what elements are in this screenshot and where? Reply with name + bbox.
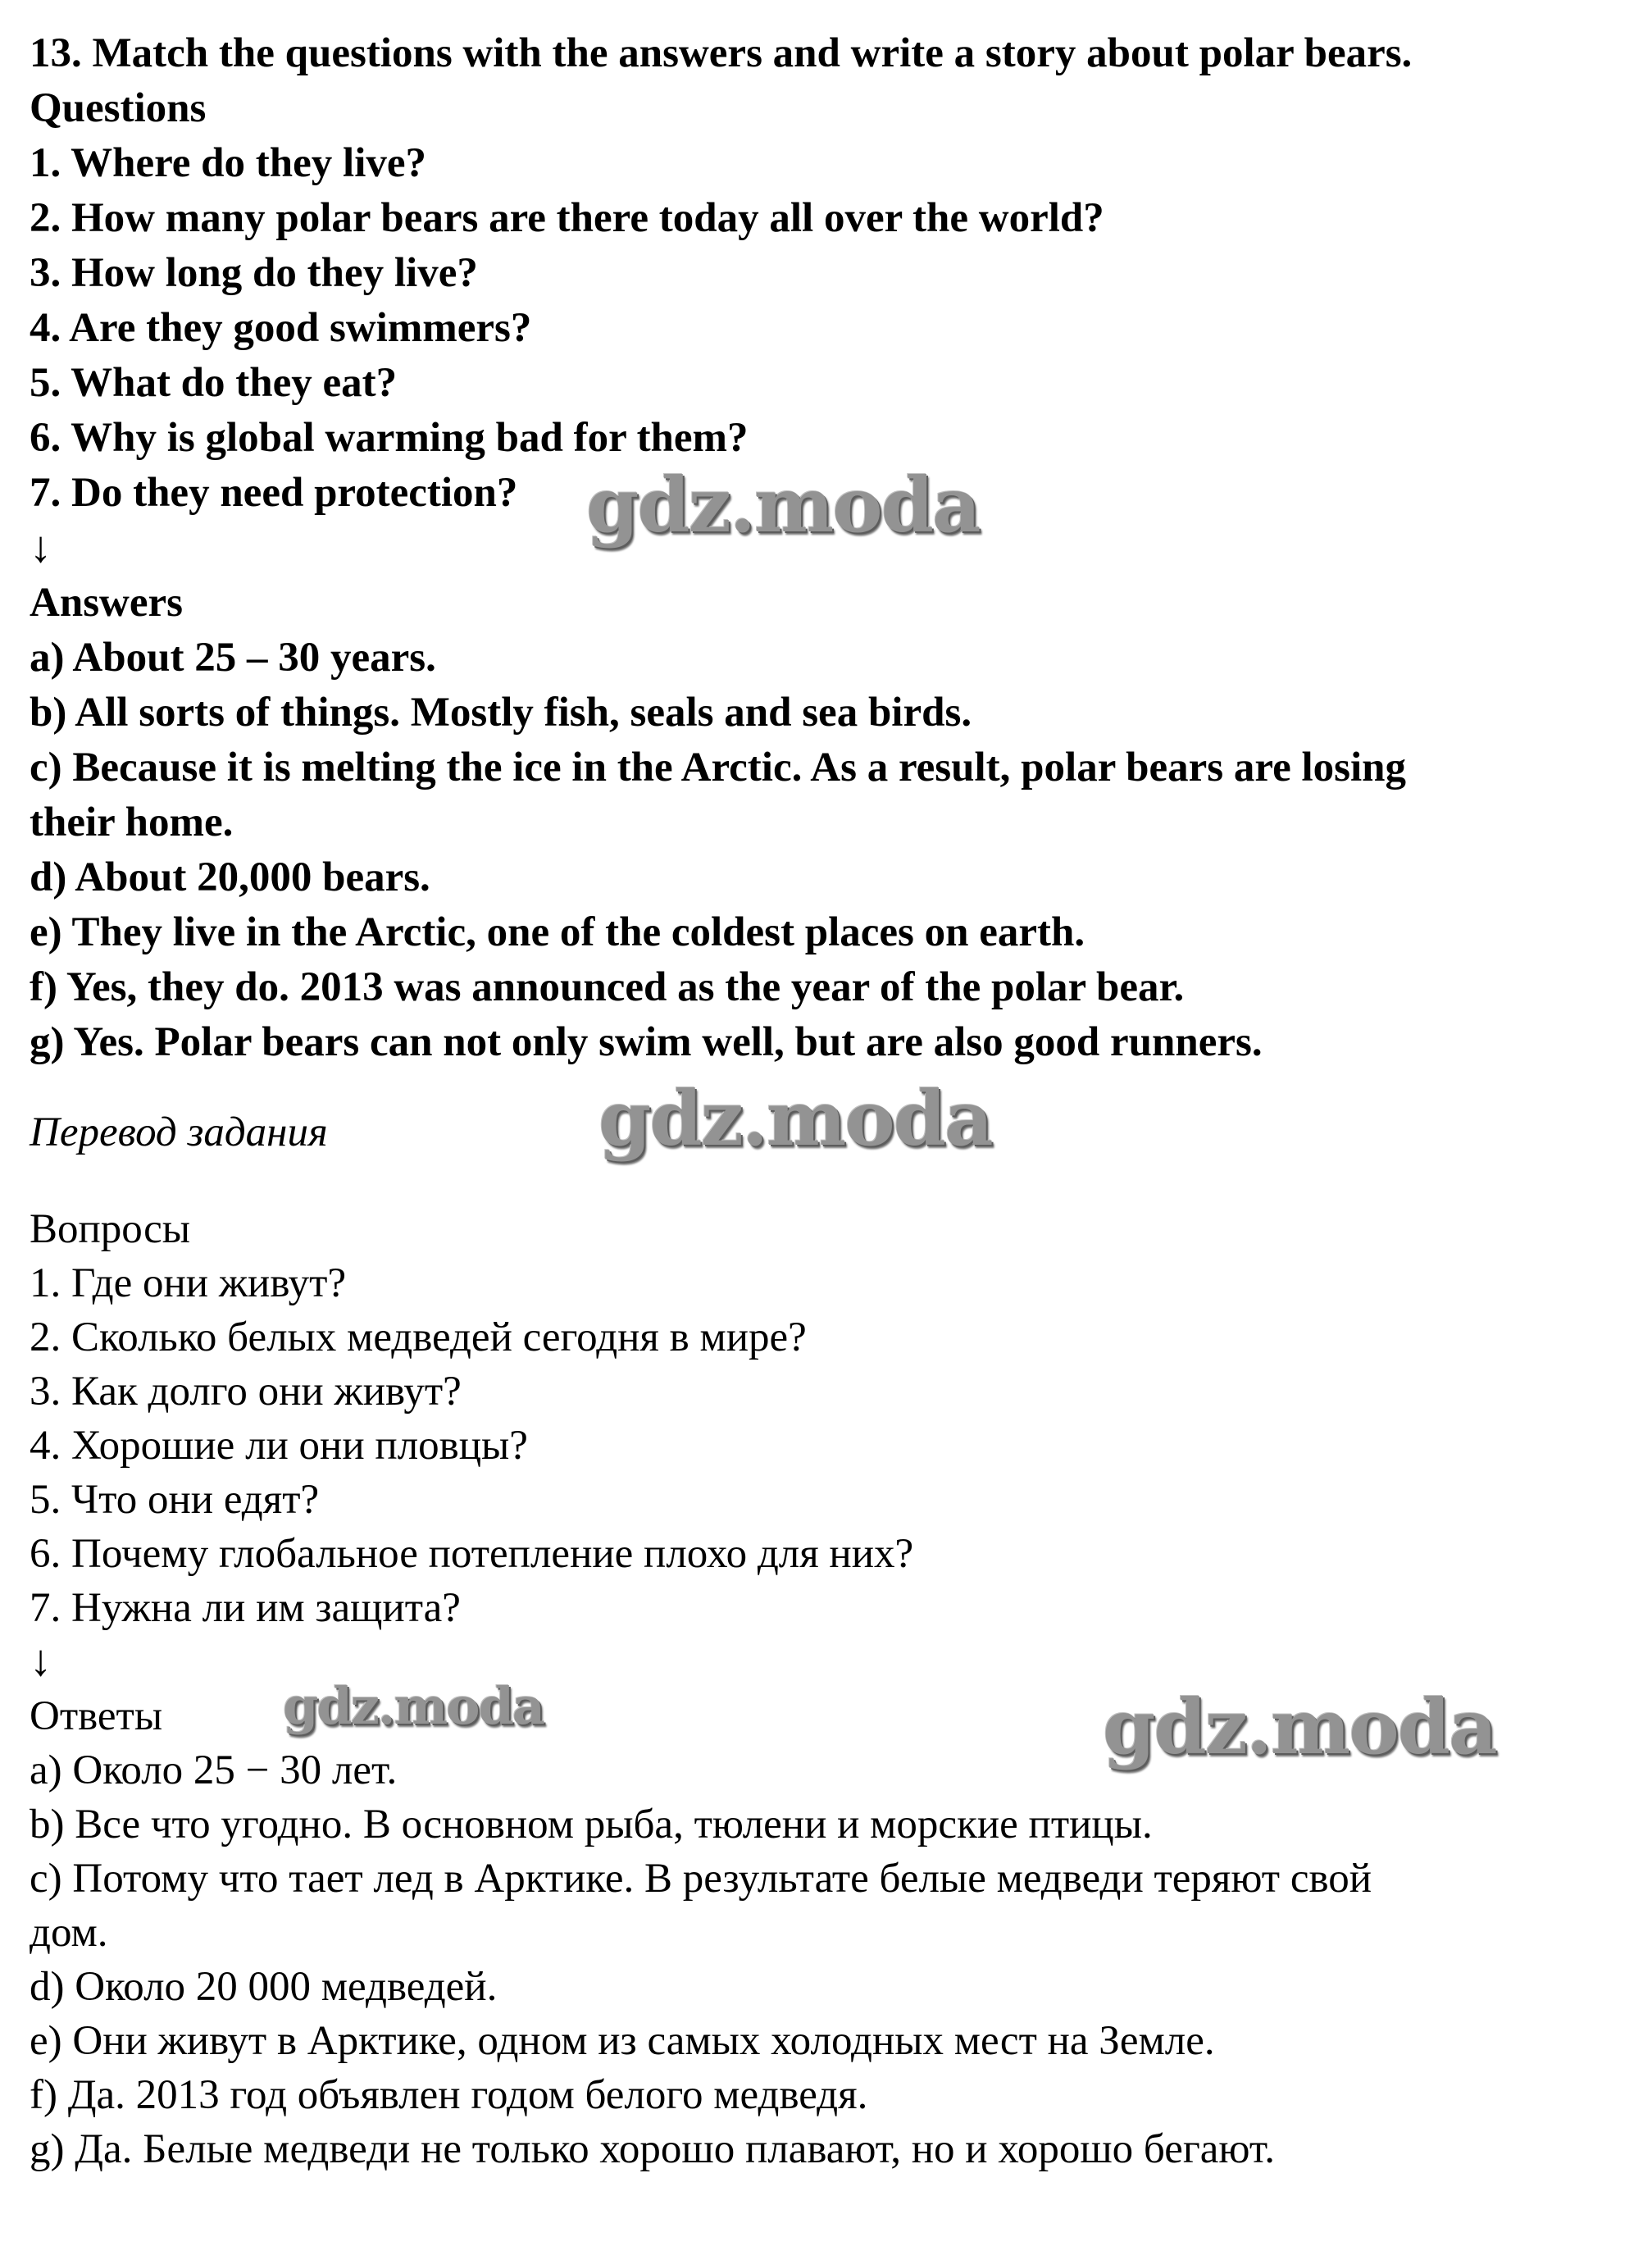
answer-g: g) Yes. Polar bears can not only swim well, but are also good runners. <box>30 1019 1263 1065</box>
translation-down-arrow-icon: ↓ <box>30 1636 52 1685</box>
translation-answers-heading: Ответы <box>30 1693 163 1739</box>
translation-answer-b: b) Все что угодно. В основном рыба, тюлени и морские птицы. <box>30 1802 1153 1847</box>
translation-question-7: 7. Нужна ли им защита? <box>30 1585 461 1631</box>
questions-heading: Questions <box>30 85 207 131</box>
translation-answer-e: e) Они живут в Арктике, одном из самых холодных мест на Земле. <box>30 2018 1215 2064</box>
question-3: 3. How long do they live? <box>30 250 478 296</box>
translation-heading: Перевод задания <box>30 1109 328 1155</box>
task-title: 13. Match the questions with the answers and write a story about polar bears. <box>30 30 1413 76</box>
question-2: 2. How many polar bears are there today all over the world? <box>30 195 1104 241</box>
down-arrow-icon: ↓ <box>30 522 52 572</box>
question-6: 6. Why is global warming bad for them? <box>30 415 749 461</box>
question-4: 4. Are they good swimmers? <box>30 305 532 351</box>
translation-answer-g: g) Да. Белые медведи не только хорошо плавают, но и хорошо бегают. <box>30 2126 1276 2172</box>
translation-question-3: 3. Как долго они живут? <box>30 1369 462 1415</box>
translation-answer-f: f) Да. 2013 год объявлен годом белого медведя. <box>30 2072 868 2118</box>
translation-questions-heading: Вопросы <box>30 1206 190 1252</box>
translation-answer-c: c) Потому что тает лед в Арктике. В результате белые медведи теряют свой <box>30 1856 1372 1902</box>
question-7: 7. Do they need protection? <box>30 470 518 516</box>
answer-a: a) About 25 – 30 years. <box>30 635 436 681</box>
translation-answer-a: a) Около 25 − 30 лет. <box>30 1747 398 1793</box>
answer-c-continued: their home. <box>30 800 234 845</box>
translation-question-2: 2. Сколько белых медведей сегодня в мире? <box>30 1314 807 1360</box>
translation-answer-c-continued: дом. <box>30 1910 108 1956</box>
question-1: 1. Where do they live? <box>30 140 427 186</box>
translation-question-6: 6. Почему глобальное потепление плохо для них? <box>30 1531 914 1577</box>
watermark-logo: gdz.moda <box>283 1676 544 1736</box>
watermark-logo: gdz.moda <box>598 1074 992 1163</box>
translation-answer-d: d) Около 20 000 медведей. <box>30 1964 498 2010</box>
answers-heading: Answers <box>30 580 183 626</box>
answer-d: d) About 20,000 bears. <box>30 854 430 900</box>
answer-f: f) Yes, they do. 2013 was announced as the year of the polar bear. <box>30 964 1185 1010</box>
translation-question-5: 5. Что они едят? <box>30 1477 320 1523</box>
translation-question-1: 1. Где они живут? <box>30 1260 347 1306</box>
answer-e: e) They live in the Arctic, one of the coldest places on earth. <box>30 909 1085 955</box>
watermark-logo: gdz.moda <box>1103 1683 1496 1771</box>
watermark-logo: gdz.moda <box>586 461 980 549</box>
translation-question-4: 4. Хорошие ли они пловцы? <box>30 1423 528 1469</box>
answer-b: b) All sorts of things. Mostly fish, seals and sea birds. <box>30 690 972 736</box>
answer-c: c) Because it is melting the ice in the Arctic. As a result, polar bears are losing <box>30 745 1407 790</box>
question-5: 5. What do they eat? <box>30 360 398 406</box>
